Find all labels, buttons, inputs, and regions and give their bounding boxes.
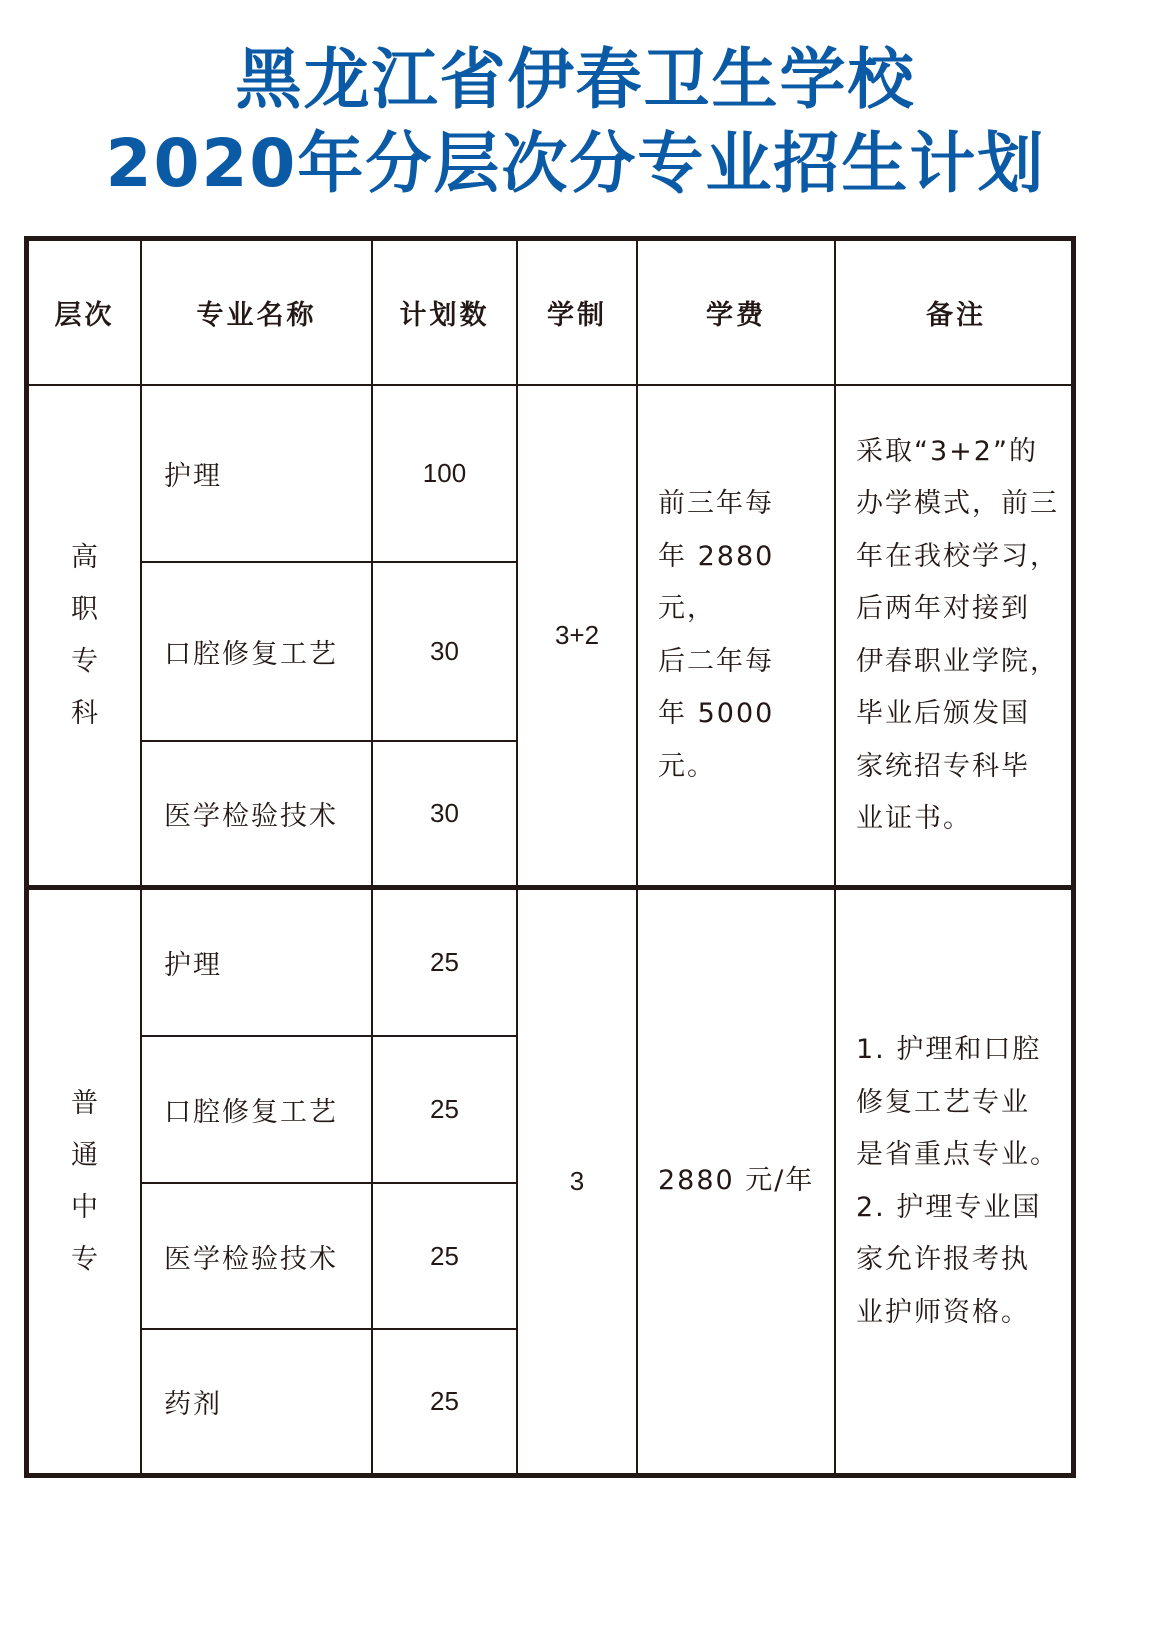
level-char: 专 — [71, 645, 98, 677]
level-char: 普 — [71, 1087, 98, 1119]
tuition-line: 2880 元/年 — [658, 1165, 815, 1197]
plan-count-cell: 25 — [430, 1240, 459, 1271]
major-cell: 护理 — [164, 461, 222, 492]
remark-line: 业护师资格。 — [856, 1296, 1030, 1328]
remark-line: 年在我校学习， — [856, 540, 1059, 572]
major-cell: 口腔修复工艺 — [164, 639, 338, 670]
header-level: 层次 — [54, 300, 115, 331]
remark-line: 后两年对接到 — [856, 593, 1030, 624]
remark-line: 毕业后颁发国 — [856, 698, 1030, 729]
remark-line: 2. 护理专业国 — [856, 1191, 1042, 1223]
major-cell: 药剂 — [164, 1389, 222, 1420]
plan-count-cell: 25 — [430, 1094, 459, 1124]
level-char: 专 — [71, 1243, 98, 1275]
plan-count-cell: 25 — [430, 947, 459, 977]
remark-line: 是省重点专业。 — [856, 1139, 1059, 1170]
major-cell: 医学检验技术 — [164, 1243, 338, 1275]
enrollment-plan-table — [24, 236, 1076, 1478]
level-char: 科 — [71, 697, 98, 729]
remarks-cell — [836, 386, 1076, 885]
level-char: 职 — [71, 593, 98, 625]
remark-line: 家允许报考执 — [856, 1244, 1030, 1275]
remark-line: 伊春职业学院， — [856, 645, 1059, 677]
tuition-line: 年 5000 元。 — [658, 698, 775, 782]
tuition-line: 后二年每 — [658, 645, 774, 677]
major-cell: 护理 — [164, 950, 222, 981]
tuition-cell — [638, 890, 834, 1473]
plan-count-cell: 25 — [430, 1386, 459, 1416]
tuition-line: 年 2880 元， — [658, 540, 775, 624]
level-cell-secondary-vocational — [29, 890, 140, 1473]
tuition-cell — [638, 386, 834, 885]
remark-line: 采取“3+2”的 — [856, 435, 1038, 467]
remark-line: 家统招专科毕 — [856, 750, 1030, 782]
plan-count-cell: 30 — [430, 798, 459, 828]
major-cell: 口腔修复工艺 — [164, 1097, 338, 1128]
page-title-plan: 2020年分层次分专业招生计划 — [105, 125, 1046, 202]
header-tuition: 学费 — [706, 300, 766, 331]
header-plan-count: 计划数 — [399, 300, 490, 331]
remark-line: 办学模式，前三 — [856, 488, 1059, 519]
header-major: 专业名称 — [196, 300, 317, 331]
duration-cell: 3+2 — [554, 620, 600, 650]
page-title-school: 黑龙江省伊春卫生学校 — [235, 41, 916, 118]
level-char: 通 — [71, 1139, 98, 1171]
major-cell: 医学检验技术 — [164, 801, 338, 832]
remark-line: 1. 护理和口腔 — [856, 1034, 1042, 1065]
header-remarks: 备注 — [926, 300, 986, 331]
level-cell-higher-vocational — [29, 386, 140, 885]
tuition-line: 前三年每 — [658, 488, 774, 519]
remark-line: 业证书。 — [856, 803, 972, 834]
duration-cell: 3 — [569, 1166, 585, 1196]
plan-count-cell: 100 — [422, 458, 467, 488]
level-char: 高 — [71, 541, 98, 573]
plan-count-cell: 30 — [430, 636, 459, 666]
remarks-cell — [836, 890, 1076, 1473]
header-duration: 学制 — [547, 300, 607, 331]
remark-line: 修复工艺专业 — [856, 1086, 1030, 1118]
level-char: 中 — [71, 1191, 98, 1223]
